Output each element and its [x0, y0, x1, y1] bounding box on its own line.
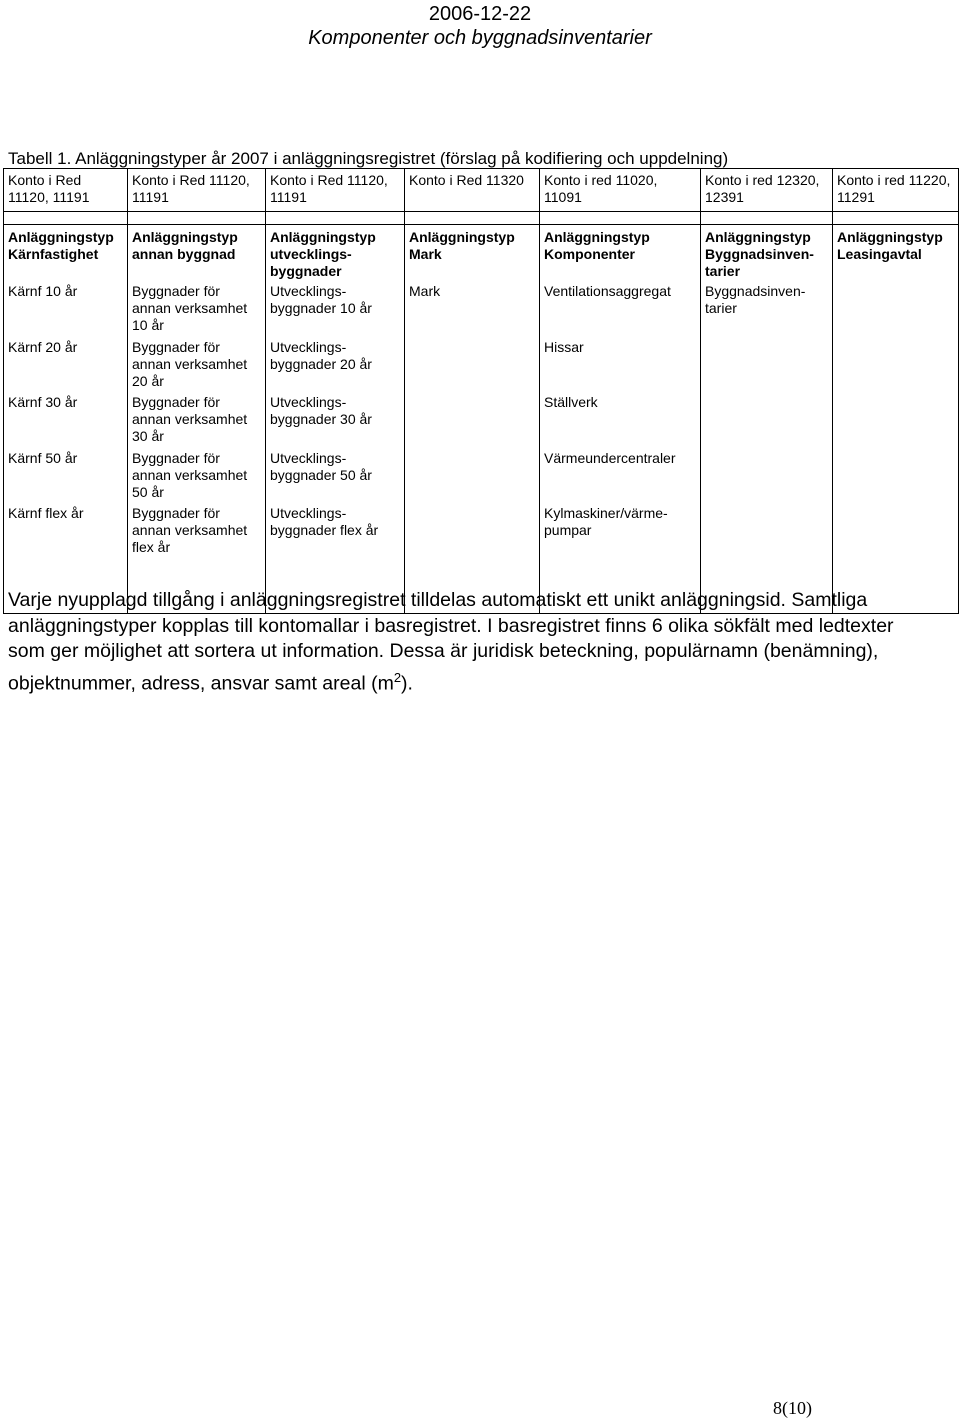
- list-item: Värmeundercentraler: [544, 449, 676, 466]
- items-cell: [128, 281, 266, 614]
- type-header-cell: Anläggningstyp Kärnfastighet: [4, 225, 128, 282]
- items-cell: [540, 281, 701, 614]
- spacer-cell: [833, 212, 959, 225]
- type-row: [4, 225, 959, 282]
- account-cell: Konto i Red 11120, 11191: [4, 169, 128, 212]
- type-header-cell: Anläggningstyp utvecklings-byggnader: [266, 225, 405, 282]
- list-item: Ställverk: [544, 394, 598, 411]
- spacer-cell: [540, 212, 701, 225]
- list-item: Byggnader för annan verksamhet 10 år: [132, 283, 248, 333]
- items-cell: [701, 281, 833, 614]
- list-item: Byggnadsinven-tarier: [705, 283, 806, 316]
- body-paragraph: [8, 588, 908, 697]
- list-item: Byggnader för annan verksamhet 20 år: [132, 338, 248, 389]
- list-item: Kärnf 30 år: [8, 394, 78, 411]
- type-header-cell: Anläggningstyp Mark: [405, 225, 540, 282]
- list-item: Byggnader för annan verksamhet 30 år: [132, 394, 248, 445]
- list-item: Utvecklings-byggnader 10 år: [270, 283, 372, 316]
- spacer-cell: [701, 212, 833, 225]
- spacer-cell: [405, 212, 540, 225]
- document-date: 2006-12-22: [428, 3, 532, 25]
- list-item: Kärnf flex år: [8, 505, 84, 522]
- document-subtitle: Komponenter och byggnadsinventarier: [308, 27, 652, 49]
- superscript: 2: [393, 669, 402, 685]
- page-number: 8(10): [773, 1398, 812, 1418]
- spacer-cell: [4, 212, 128, 225]
- list-item: Utvecklings-byggnader 30 år: [270, 394, 372, 428]
- spacer-cell: [128, 212, 266, 225]
- paragraph-tail: ).: [401, 672, 413, 694]
- account-cell: Konto i Red 11120, 11191: [128, 169, 266, 212]
- list-item: Kylmaskiner/värme-pumpar: [544, 505, 668, 539]
- items-cell: [4, 281, 128, 614]
- items-row: [4, 281, 959, 614]
- list-item: Byggnader för annan verksamhet flex år: [132, 505, 248, 556]
- paragraph-text: Varje nyupplagd tillgång i anläggningsregistret tilldelas automatiskt ett unikt anläggningsid. Samtliga anläggningstyper kopplas till kontomallar i basregistret. I basregistret finns 6 olika sökfält med ledtexter som ger möjlighet att sortera ut information. Dessa är juridisk beteckning, populärnamn (benämning), objektnummer, adress, ansvar samt areal (m: [8, 589, 894, 694]
- list-item: Hissar: [544, 338, 584, 355]
- asset-type-table: [3, 168, 959, 614]
- type-header-cell: Anläggningstyp annan byggnad: [128, 225, 266, 282]
- type-header-cell: Anläggningstyp Komponenter: [540, 225, 701, 282]
- spacer-cell: [266, 212, 405, 225]
- list-item: Kärnf 10 år: [8, 283, 78, 299]
- items-cell: [266, 281, 405, 614]
- list-item: Ventilationsaggregat: [544, 283, 671, 299]
- spacer-row: [4, 212, 959, 225]
- account-cell: Konto i Red 11120, 11191: [266, 169, 405, 212]
- table-caption: Tabell 1. Anläggningstyper år 2007 i anläggningsregistret (förslag på kodifiering och uppdelning): [8, 149, 729, 168]
- account-cell: Konto i red 12320, 12391: [701, 169, 833, 212]
- list-item: Utvecklings-byggnader 20 år: [270, 338, 372, 372]
- list-item: Kärnf 50 år: [8, 449, 78, 466]
- list-item: Utvecklings-byggnader flex år: [270, 505, 379, 539]
- account-row: [4, 169, 959, 212]
- type-header-cell: Anläggningstyp Leasingavtal: [833, 225, 959, 282]
- list-item: Byggnader för annan verksamhet 50 år: [132, 449, 248, 500]
- items-cell: [833, 281, 959, 614]
- items-cell: [405, 281, 540, 614]
- list-item: Kärnf 20 år: [8, 338, 78, 355]
- account-cell: Konto i red 11220, 11291: [833, 169, 959, 212]
- list-item: Utvecklings-byggnader 50 år: [270, 449, 372, 483]
- account-cell: Konto i Red 11320: [405, 169, 540, 212]
- list-item: Mark: [409, 283, 441, 299]
- type-header-cell: Anläggningstyp Byggnadsinven-tarier: [701, 225, 833, 282]
- account-cell: Konto i red 11020, 11091: [540, 169, 701, 212]
